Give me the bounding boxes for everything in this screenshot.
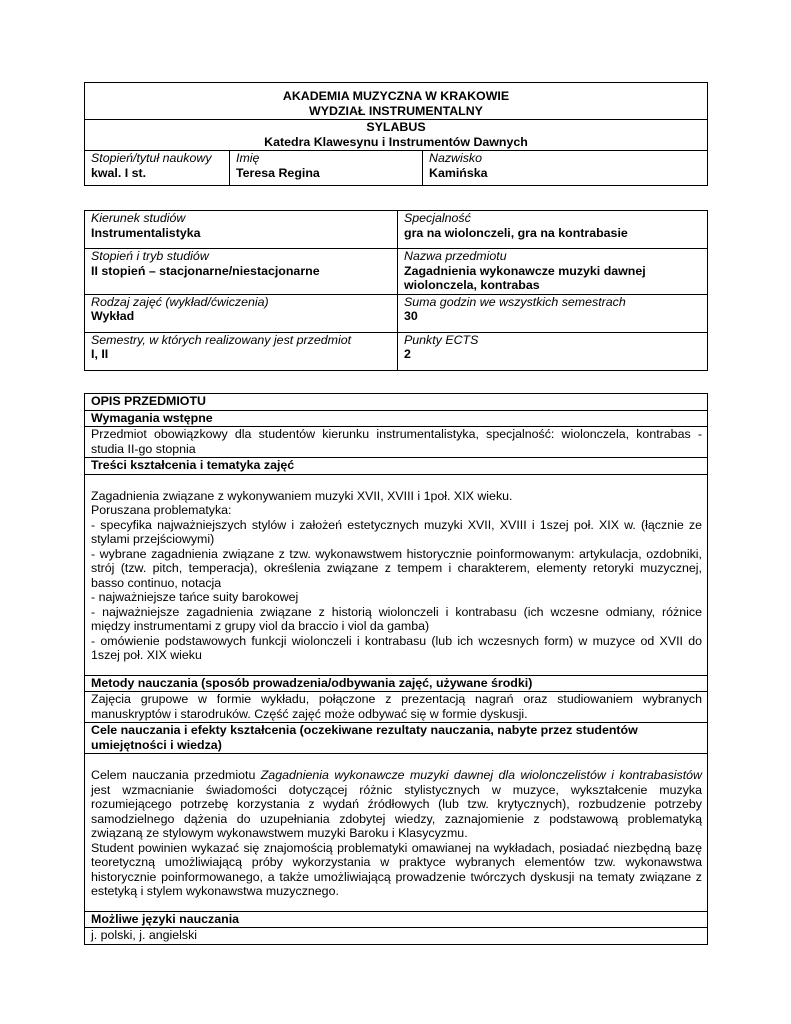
- class-type-value: Wykład: [91, 309, 135, 323]
- goals-p1-subject: Zagadnienia wykonawcze muzyki dawnej dla wiolonczelistów i kontrabasistów: [260, 768, 702, 782]
- description-title: OPIS PRZEDMIOTU: [85, 394, 708, 411]
- specialty-cell: [398, 211, 708, 249]
- subject-label: Nazwa przedmiotu: [404, 249, 507, 263]
- content-line: - specyfika najważniejszych stylów i założeń estetycznych muzyki XVII, XVIII i 1szej poł. XIX w. (łącznie ze stylami przejściowymi): [91, 517, 702, 546]
- methods-text: Zajęcia grupowe w formie wykładu, połączone z prezentacją nagrań oraz studiowaniem wybranych manuskryptów i starodruków. Część zajęć może odbywać się w formie dyskusji.: [85, 692, 708, 723]
- content-line: Poruszana problematyka:: [91, 503, 232, 517]
- hours-label: Suma godzin we wszystkich semestrach: [404, 294, 626, 309]
- department-name: Katedra Klawesynu i Instrumentów Dawnych: [264, 134, 528, 149]
- field-cell: [85, 211, 398, 249]
- description-table: [84, 393, 708, 945]
- degree-value: kwal. I st.: [91, 165, 147, 180]
- languages-title: Możliwe języki nauczania: [85, 911, 708, 928]
- first-name-cell: [230, 151, 423, 186]
- goals-paragraph-1: [91, 768, 702, 841]
- subject-value-line1: Zagadnienia wykonawcze muzyki dawnej: [404, 263, 646, 278]
- methods-title: Metody nauczania (sposób prowadzenia/odbywania zajęć, używane środki): [85, 675, 708, 692]
- goals-title: Cele nauczania i efekty kształcenia (oczekiwane rezultaty nauczania, nabyte przez studentów umiejętności i wiedza): [85, 723, 708, 754]
- ects-cell: [398, 332, 708, 370]
- content-body: [85, 474, 708, 675]
- specialty-value: gra na wiolonczeli, gra na kontrabasie: [404, 225, 628, 240]
- course-table: [84, 210, 708, 371]
- first-name-label: Imię: [236, 151, 260, 165]
- semesters-cell: [85, 332, 398, 370]
- class-type-label: Rodzaj zajęć (wykład/ćwiczenia): [91, 294, 269, 309]
- field-value: Instrumentalistyka: [91, 225, 201, 240]
- syllabus-header: [85, 120, 708, 151]
- class-type-cell: [85, 294, 398, 332]
- content-line: - najważniejsze zagadnienia związane z historią wiolonczeli i kontrabasu (ich wczesne odmiany, różnice między instrumentami z grupy viol da braccio i viol da gamba): [91, 604, 702, 633]
- degree-cell: [85, 151, 230, 186]
- first-name-value: Teresa Regina: [236, 165, 320, 180]
- specialty-label: Specjalność: [404, 211, 471, 225]
- ects-label: Punkty ECTS: [404, 332, 479, 347]
- languages-text: j. polski, j. angielski: [85, 928, 708, 945]
- subject-value-line2: wiolonczela, kontrabas: [404, 278, 540, 292]
- level-value: II stopień – stacjonarne/niestacjonarne: [91, 263, 320, 278]
- last-name-cell: [423, 151, 708, 186]
- subject-cell: [398, 249, 708, 295]
- level-cell: [85, 249, 398, 295]
- content-line: - najważniejsze tańce suity barokowej: [91, 590, 299, 604]
- institution-name: AKADEMIA MUZYCZNA W KRAKOWIE: [282, 89, 510, 103]
- faculty-name: WYDZIAŁ INSTRUMENTALNY: [309, 103, 483, 118]
- semesters-label: Semestry, w których realizowany jest przedmiot: [91, 332, 352, 347]
- institution-header: [85, 83, 708, 120]
- level-label: Stopień i tryb studiów: [91, 249, 209, 263]
- last-name-value: Kamińska: [429, 165, 488, 180]
- goals-p1-start: Celem nauczania przedmiotu: [91, 768, 261, 782]
- goals-p1-end: jest wzmacnianie świadomości dotyczącej różnic stylistycznych w muzyce, wykształcenie muzyka rozumiejącego potrzebę korzystania z wydań źródłowych (lub tzw. krytycznych), rozbudzenie potrzeby samodzielnego dążenia do uzupełniania zdobytej wiedzy, zaznajomienie z podstawową problematyką związaną ze stylowym wykonawstwem muzyki Baroku i Klasycyzmu.: [91, 782, 702, 840]
- goals-body: [85, 754, 708, 912]
- prereq-title: Wymagania wstępne: [85, 410, 708, 427]
- hours-value: 30: [404, 309, 418, 323]
- field-label: Kierunek studiów: [91, 211, 186, 225]
- header-table: [84, 82, 708, 186]
- goals-paragraph-2: Student powinien wykazać się znajomością problematyki omawianej na wykładach, posiadać niezbędną bazę teoretyczną umożliwiającą próby wykorzystania w praktyce wybranych elementów tzw. wykonawstwa historycznie poinformowanego, a także umożliwiającą prowadzenie twórczych dyskusji na tematy związane z estetyką i stylem wykonawstwa muzycznego.: [91, 840, 702, 898]
- degree-label: Stopień/tytuł naukowy: [91, 151, 212, 165]
- prereq-text: Przedmiot obowiązkowy dla studentów kierunku instrumentalistyka, specjalność: wiolonczela, kontrabas - studia II-go stopnia: [85, 427, 708, 458]
- content-line: - omówienie podstawowych funkcji wiolonczeli i kontrabasu (lub ich wczesnych form) w muzyce od XVII do 1szej poł. XIX wieku: [91, 633, 702, 662]
- content-line: - wybrane zagadnienia związane z tzw. wykonawstwem historycznie poinformowanym: artykulacja, ozdobniki, strój (tzw. pitch, temperacja), określenia związane z tempem i charakterem, elementy retoryki muzycznej, basso continuo, notacja: [91, 546, 702, 590]
- content-title: Treści kształcenia i tematyka zajęć: [85, 458, 708, 475]
- semesters-value: I, II: [91, 347, 109, 361]
- doc-type: SYLABUS: [366, 120, 426, 134]
- ects-value: 2: [404, 347, 411, 361]
- last-name-label: Nazwisko: [429, 151, 483, 165]
- hours-cell: [398, 294, 708, 332]
- content-line: Zagadnienia związane z wykonywaniem muzyki XVII, XVIII i 1poł. XIX wieku.: [91, 488, 513, 503]
